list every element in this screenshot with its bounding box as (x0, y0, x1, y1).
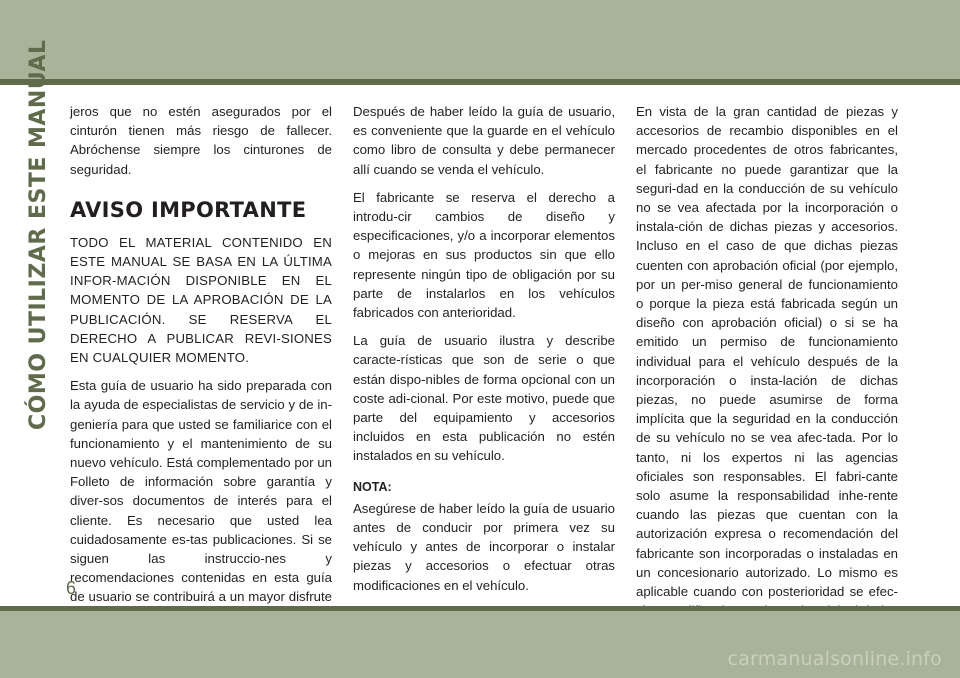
section-heading: AVISO IMPORTANTE (70, 197, 307, 222)
notice-paragraph: TODO EL MATERIAL CONTENIDO EN ESTE MANUAL SE BASA EN LA ÚLTIMA INFOR-MACIÓN DISPONIBLE EN EL MOMENTO DE LA APROBACIÓN DE LA PUBLICACIÓN. SE RESERVA EL DERECHO A PUBLICAR REVI-SIONES EN CUALQUIER MOMENTO. (70, 234, 332, 366)
paragraph: En vista de la gran cantidad de piezas y accesorios de recambio disponibles en el mercado procedentes de otros fabricantes, el fabricante no puede garantizar que la seguri-dad en la conducción de su vehículo no se vea afectada por la incorporación o instala-ción de dichas piezas y accesorios. Incluso en el caso de que dichas piezas cuenten con aprobación oficial (por ejemplo, por un per-miso general de funcionamiento o porque la pieza está fabricada según un diseño con aprobación oficial) o si se ha emitido un permiso de funcionamiento individual para el vehículo después de la incorporación o insta-lación de dichas piezas, no puede asumirse de forma implícita que la seguridad en la conducción de su vehículo no se vea afec-tada. Por lo tanto, ni los expertos ni las agencias oficiales son responsables. El fabri-cante solo asume la responsabilidad inhe-rente cuando las piezas que cuentan con la autorización expresa o recomendación del fabricante son incorporadas o instaladas en un concesionario autorizado. Lo mismo es aplicable cuando con posterioridad se efec- (636, 104, 898, 600)
note-text: Asegúrese de haber leído la guía de usuario antes de conducir por primera vez su vehículo y antes de incorporar o instalar piezas y accesorios o efectuar otras modificaciones en el vehículo. (353, 500, 615, 593)
page-number: 6 (66, 578, 77, 598)
paragraph: jeros que no estén asegurados por el cinturón tienen más riesgo de fallecer. Abróchense siempre los cinturones de seguridad. (70, 104, 332, 177)
header-rule (0, 79, 960, 85)
note-label: NOTA: (353, 479, 392, 494)
header-band (0, 0, 960, 79)
paragraph: Después de haber leído la guía de usuario, es conveniente que la guarde en el vehículo como libro de consulta y debe permanecer allí cuando se venda el vehículo. (353, 104, 615, 177)
text-column-2 (353, 102, 615, 604)
section-side-title: CÓMO UTILIZAR ESTE MANUAL (26, 39, 51, 430)
text-column-1 (70, 102, 332, 654)
paragraph: La guía de usuario ilustra y describe caracte-rísticas que son de serie o que están dispo-nibles de forma opcional con un coste adi-cional. Por este motivo, puede que parte del equipamiento y accesorios incluidos en esta publicación no estén instalados en su vehículo. (353, 333, 615, 464)
text-column-3 (636, 102, 898, 649)
paragraph: El fabricante se reserva el derecho a introdu-cir cambios de diseño y especificaciones, y/o a incorporar elementos o mejoras en sus productos sin que ello represente ningún tipo de obligación por su parte de instalarlos en los vehículos fabricados con anterioridad. (353, 189, 615, 321)
paragraph: Esta guía de usuario ha sido preparada con la ayuda de especialistas de servicio y de in-geniería para que usted se familiarice con el funcionamiento y el mantenimiento de su nuevo vehículo. Está complementado por un Folleto de información sobre garantía y diver-sos documentos de interés para el cliente. Es necesario que usted lea cuidadosamente es-tas publicaciones. Si se siguen las instruccio-nes y recomendaciones contenidas en esta guía de usuario se contribuirá a un mayor disfrute (70, 378, 332, 605)
watermark: carmanualsonline.info (727, 648, 942, 670)
